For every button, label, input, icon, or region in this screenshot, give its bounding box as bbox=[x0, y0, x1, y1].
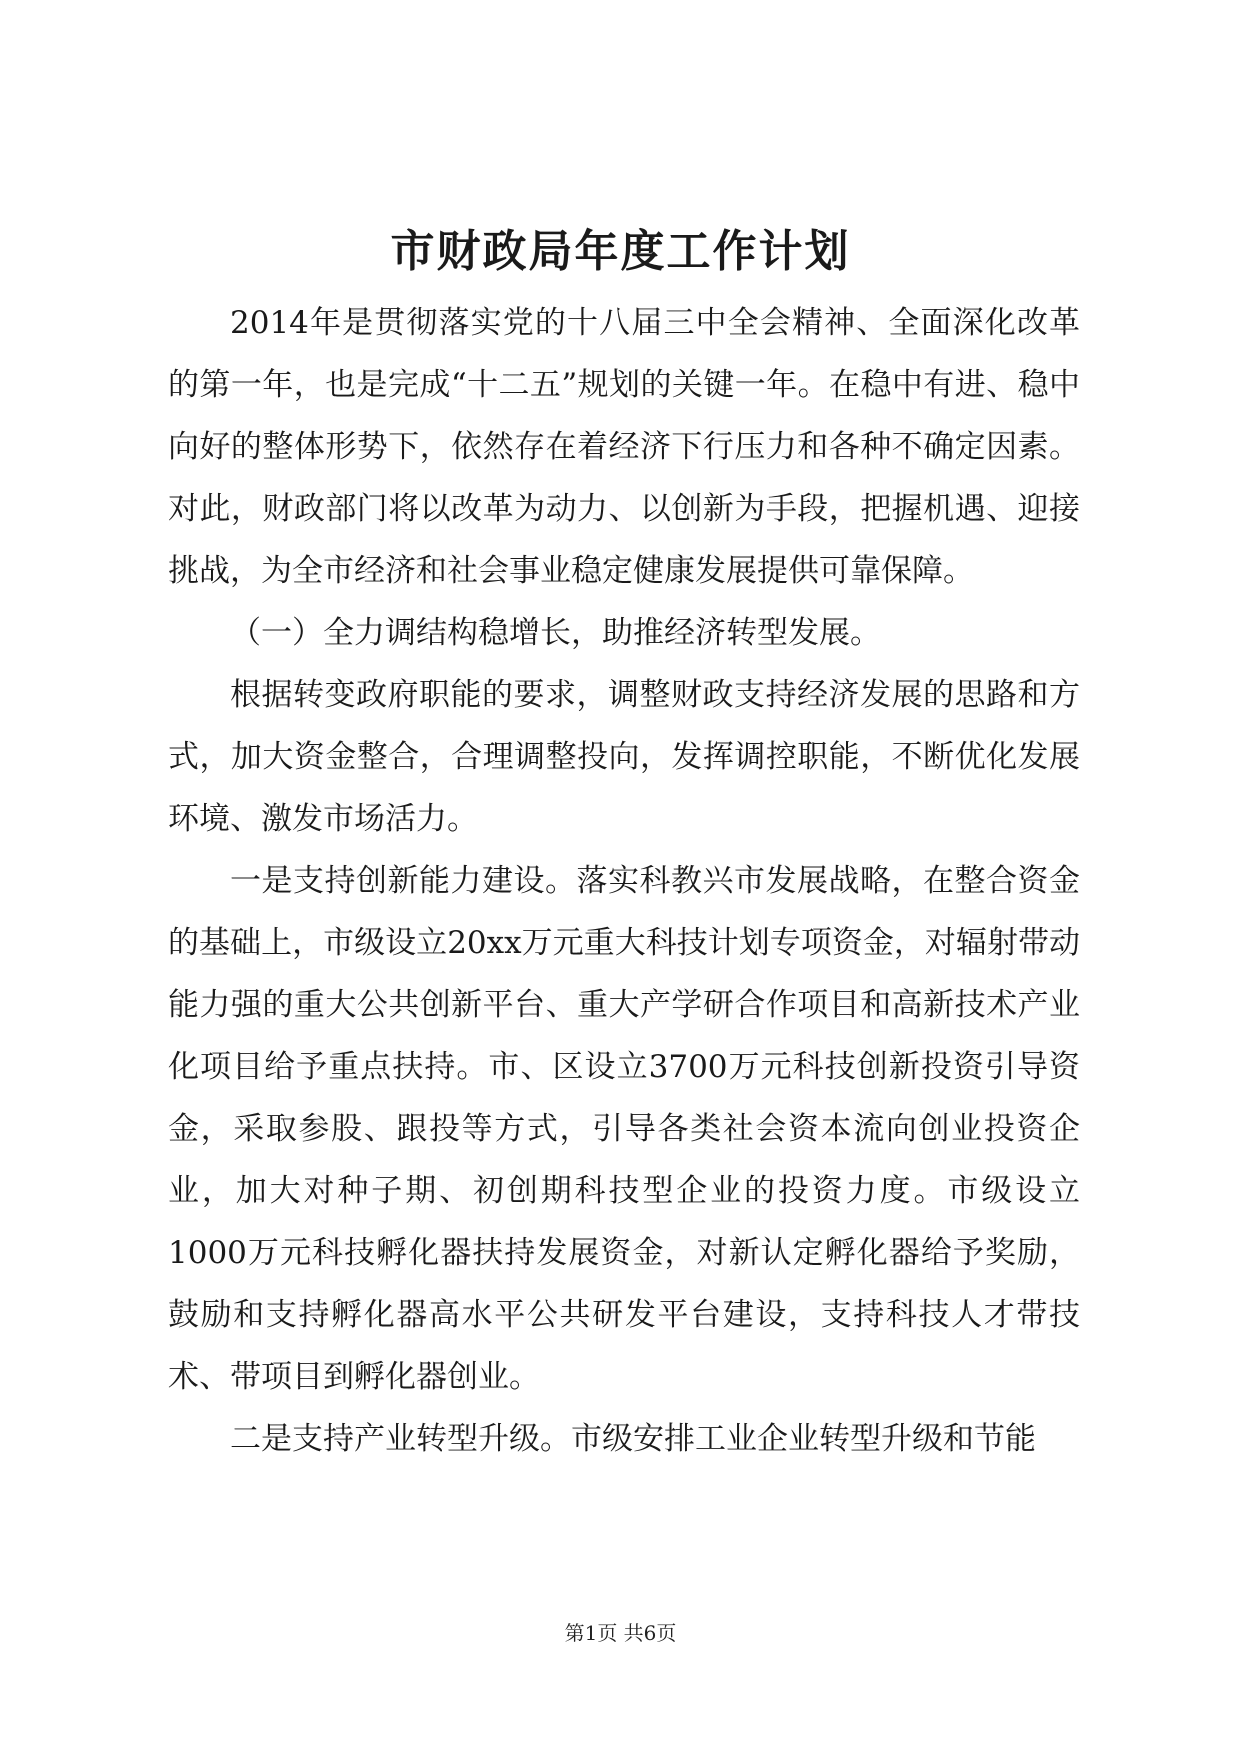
paragraph-industry-upgrade: 二是支持产业转型升级。市级安排工业企业转型升级和节能 bbox=[230, 1421, 1036, 1457]
paragraph-innovation: 一是支持创新能力建设。落实科教兴市发展战略，在整合资金的基础上，市级设立20xx万元重大科技计划专项资金，对辐射带动能力强的重大公共创新平台、重大产学研合作项目和高新技术产业化项目给予重点扶持。市、区设立3700万元科技创新投资引导资金，采取参股、跟投等方式，引导各类社会资本流向创业投资企业，加大对种子期、初创期科技型企业的投资力度。市级设立1000万元科技孵化器扶持发展资金，对新认定孵化器给予奖励，鼓励和支持孵化器高水平公共研发平台建设，支持科技人才带技术、带项目到孵化器创业。 bbox=[168, 863, 1080, 1395]
page-footer: 第1页 共6页 bbox=[564, 1621, 677, 1645]
document-title: 市财政局年度工作计划 bbox=[390, 226, 851, 277]
paragraph-section-1-summary: 根据转变政府职能的要求，调整财政支持经济发展的思路和方式，加大资金整合，合理调整投向，发挥调控职能，不断优化发展环境、激发市场活力。 bbox=[168, 677, 1080, 837]
paragraph-intro: 2014年是贯彻落实党的十八届三中全会精神、全面深化改革的第一年，也是完成“十二五”规划的关键一年。在稳中有进、稳中向好的整体形势下，依然存在着经济下行压力和各种不确定因素。对此，财政部门将以改革为动力、以创新为手段，把握机遇、迎接挑战，为全市经济和社会事业稳定健康发展提供可靠保障。 bbox=[168, 305, 1080, 589]
document-body bbox=[168, 292, 1080, 1470]
section-heading-1: （一）全力调结构稳增长，助推经济转型发展。 bbox=[230, 615, 881, 651]
